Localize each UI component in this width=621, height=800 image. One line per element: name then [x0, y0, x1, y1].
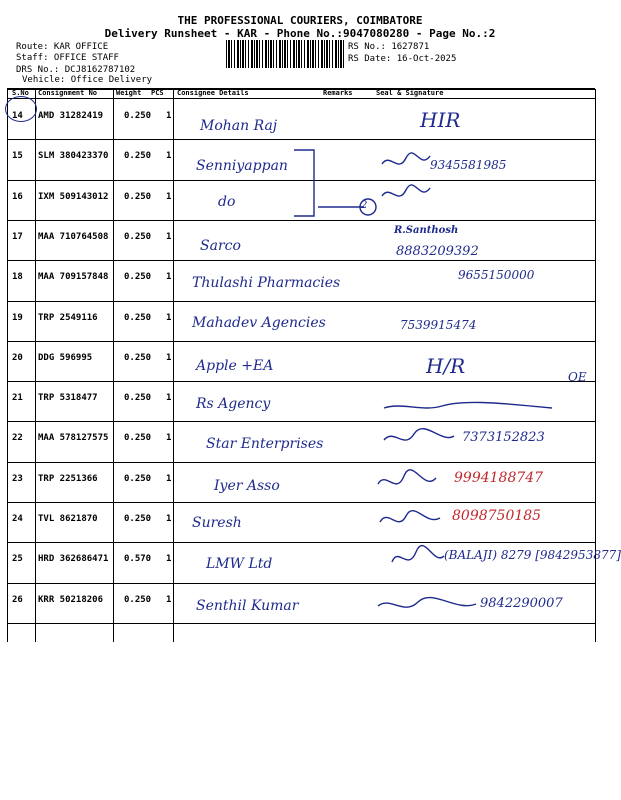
row-pcs: 1 [166, 111, 172, 121]
signature-name-row-17: R.Santhosh [394, 225, 459, 236]
column-header-pcs: PCS [151, 89, 164, 97]
row-weight: 0.250 [124, 312, 152, 323]
signature-handwritten: H/R [426, 354, 466, 378]
row-pcs: 1 [166, 473, 172, 484]
signature-scribble [390, 546, 570, 574]
row-weight: 0.250 [124, 514, 152, 524]
signature-handwritten: 9655150000 [458, 268, 535, 282]
row-consignment-no: AMD 31282419 [38, 111, 104, 121]
consignee-handwritten: Mahadev Agencies [192, 315, 326, 331]
row-consignment-no: MAA 710764508 [38, 231, 109, 242]
column-header-weight: Weight [116, 89, 142, 97]
row-pcs: 1 [166, 554, 172, 565]
row-consignment-no: SLM 380423370 [38, 151, 109, 162]
signature-scribble [380, 182, 560, 210]
row-consignment-no: TRP 2251366 [38, 473, 98, 484]
row-sno: 22 [12, 433, 23, 444]
row-pcs: 1 [166, 352, 172, 363]
row-weight: 0.250 [124, 231, 152, 242]
bracket-mark [292, 148, 318, 218]
rs-date: RS Date: 16-Oct-2025 [348, 54, 457, 64]
row-weight: 0.250 [124, 352, 152, 363]
row-weight: 0.250 [124, 393, 152, 404]
row-sno: 16 [12, 191, 23, 202]
row-sno: 26 [12, 594, 23, 605]
row-weight: 0.570 [124, 554, 152, 565]
row-pcs: 1 [166, 231, 172, 242]
signature-handwritten: 9994188747 [454, 470, 544, 486]
column-header-consignment: Consignment No [38, 89, 98, 97]
consignee-handwritten: Senniyappan [196, 158, 288, 174]
row-pcs: 1 [166, 151, 172, 162]
column-header-seal: Seal & Signature [376, 89, 444, 97]
row-sno: 21 [12, 393, 23, 404]
row-sno: 18 [12, 272, 23, 283]
consignee-handwritten: Senthil Kumar [196, 598, 299, 614]
row-sno: 19 [12, 312, 23, 323]
signature-handwritten: (BALAJI) 8279 [9842953877] [444, 548, 621, 562]
row-weight: 0.250 [124, 111, 152, 121]
row-circle-mark [5, 96, 37, 122]
company-title: THE PROFESSIONAL COURIERS, COIMBATORE [177, 14, 423, 27]
row-pcs: 1 [166, 272, 172, 283]
consignee-handwritten: do [218, 194, 236, 210]
table-row [7, 220, 595, 260]
row-pcs: 1 [166, 191, 172, 202]
row-pcs: 1 [166, 514, 172, 524]
runsheet-subtitle: Delivery Runsheet - KAR - Phone No.:9047080280 - Page No.:2 [104, 27, 496, 40]
table-row [7, 341, 595, 381]
drs-number: DRS No.: DCJ8162787102 [16, 65, 136, 75]
row-consignment-no: TRP 5318477 [38, 393, 98, 404]
route-label: Route: KAR OFFICE [16, 42, 109, 52]
row-consignment-no: IXM 509143012 [38, 191, 109, 202]
note-circle-number: 2 [361, 200, 368, 211]
staff-label: Staff: OFFICE STAFF [16, 53, 119, 63]
arrow-mark [318, 196, 380, 218]
signature-scribble [378, 508, 558, 536]
consignee-handwritten: Apple +EA [196, 358, 274, 374]
row-sno: 25 [12, 554, 23, 565]
rs-number: RS No.: 1627871 [348, 42, 430, 52]
row-consignment-no: MAA 578127575 [38, 433, 109, 444]
signature-scribble [382, 426, 562, 454]
signature-handwritten: 9345581985 [430, 158, 507, 172]
barcode [226, 40, 344, 68]
row-consignment-no: HRD 362686471 [38, 554, 109, 565]
row-pcs: 1 [166, 594, 172, 605]
signature-handwritten: 8883209392 [396, 244, 479, 259]
row-weight: 0.250 [124, 433, 152, 444]
row-weight: 0.250 [124, 272, 152, 283]
row-weight: 0.250 [124, 151, 152, 162]
signature-handwritten: 8098750185 [452, 508, 542, 524]
row-pcs: 1 [166, 393, 172, 404]
consignee-handwritten: Mohan Raj [200, 118, 278, 134]
consignee-handwritten: LMW Ltd [206, 556, 273, 572]
signature-handwritten: HIR [420, 108, 461, 132]
row-sno: 20 [12, 352, 23, 363]
row-consignment-no: KRR 50218206 [38, 594, 104, 605]
consignee-handwritten: Iyer Asso [214, 478, 280, 494]
column-header-remarks: Remarks [323, 89, 353, 97]
row-sno: 17 [12, 231, 23, 242]
table-row [7, 99, 595, 139]
row-pcs: 1 [166, 433, 172, 444]
row-rule [7, 623, 595, 624]
signature-scribble [382, 396, 562, 424]
row-sno: 15 [12, 151, 23, 162]
consignee-handwritten: Thulashi Pharmacies [192, 275, 341, 291]
row-sno: 14 [12, 111, 23, 121]
row-weight: 0.250 [124, 594, 152, 605]
corner-mark: OE [568, 370, 587, 384]
vehicle-label: Vehicle: Office Delivery [22, 75, 153, 85]
consignee-handwritten: Suresh [192, 515, 242, 531]
column-header-consignee: Consignee Details [177, 89, 249, 97]
row-sno: 24 [12, 514, 23, 524]
signature-scribble [376, 470, 556, 498]
signature-handwritten: 7539915474 [400, 318, 477, 332]
consignee-handwritten: Rs Agency [196, 396, 271, 412]
row-consignment-no: TVL 8621870 [38, 514, 98, 524]
row-sno: 23 [12, 473, 23, 484]
column-header-sno: S.No [12, 89, 29, 97]
consignee-handwritten: Star Enterprises [206, 436, 324, 452]
row-consignment-no: DDG 596995 [38, 352, 93, 363]
row-weight: 0.250 [124, 191, 152, 202]
signature-handwritten: 7373152823 [462, 430, 545, 445]
row-pcs: 1 [166, 312, 172, 323]
row-consignment-no: TRP 2549116 [38, 312, 98, 323]
signature-handwritten: 9842290007 [480, 596, 563, 611]
signature-scribble [376, 594, 556, 622]
row-weight: 0.250 [124, 473, 152, 484]
signature-scribble [380, 150, 560, 178]
consignee-handwritten: Sarco [200, 238, 241, 254]
row-consignment-no: MAA 709157848 [38, 272, 109, 283]
